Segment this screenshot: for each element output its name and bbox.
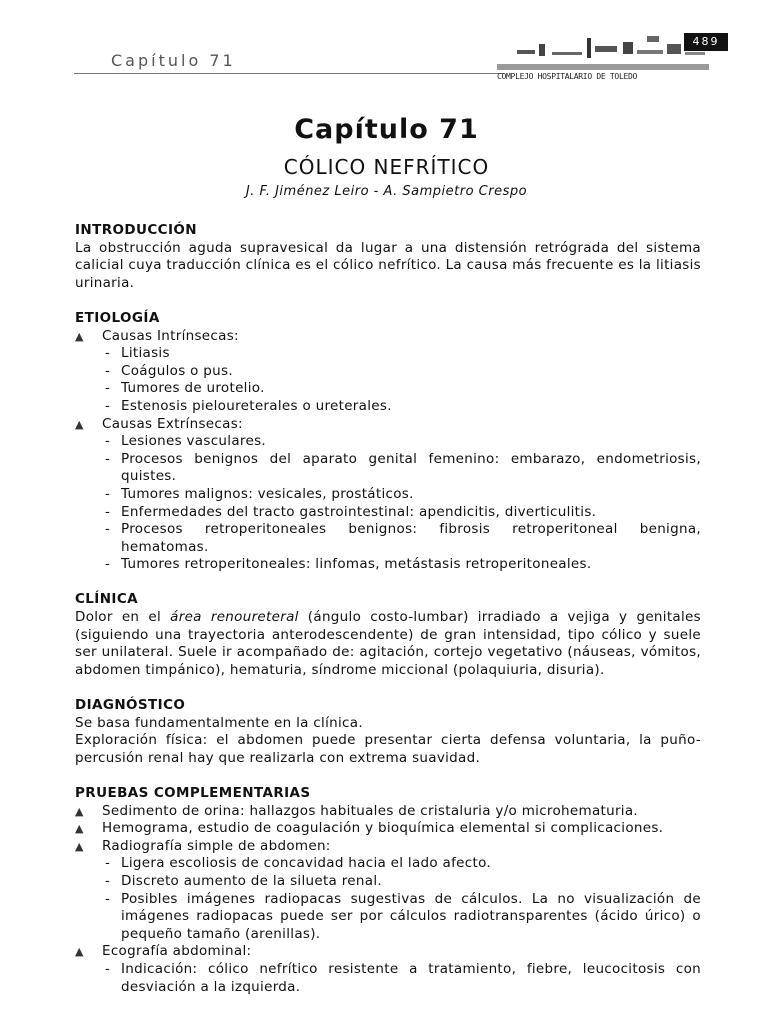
paragraph xyxy=(75,609,701,679)
sub-list-item-text: Lesiones vasculares. xyxy=(121,433,267,450)
hospital-logo xyxy=(497,32,709,92)
triangle-bullet-icon: ▲ xyxy=(75,822,84,836)
sub-list-item-text: Indicación: cólico nefrítico resistente a tratamiento, fiebre, leucocitosis con desviación a la izquierda. xyxy=(121,960,701,995)
sub-list-item: - Lesiones vasculares. xyxy=(75,433,701,451)
section-clinica xyxy=(75,591,701,679)
list-item xyxy=(75,838,701,856)
list-item-label: Causas Extrínsecas: xyxy=(102,415,243,432)
section-pruebas xyxy=(75,785,701,996)
sub-list-item-text: Procesos benignos del aparato genital femenino: embarazo, endometriosis, quistes. xyxy=(121,450,701,485)
section-heading: PRUEBAS COMPLEMENTARIAS xyxy=(75,785,311,801)
sub-list-item-text: Discreto aumento de la silueta renal. xyxy=(121,872,382,889)
sub-list-item: - Litiasis xyxy=(75,345,701,363)
sub-list-item-text: Posibles imágenes radiopacas sugestivas de cálculos. La no visualización de imágenes radiopacas puede ser por cálculos radiotransparentes (ácido úrico) o pequeño tamaño (arenillas). xyxy=(121,890,701,942)
section-heading: ETIOLOGÍA xyxy=(75,309,160,326)
triangle-bullet-icon: ▲ xyxy=(75,329,84,343)
sub-list-item-text: Estenosis pieloureterales o ureterales. xyxy=(121,397,392,414)
sub-list-item: - Estenosis pieloureterales o ureterales. xyxy=(75,398,701,416)
paragraph-italic-term: área renoureteral xyxy=(170,609,299,626)
chapter-title: Capítulo 71 xyxy=(294,114,479,145)
paragraph-text: (ángulo costo-lumbar) irradiado a vejiga y genitales (siguiendo una trayectoria anterodescendente) de gran intensidad, tipo cólico y suele ser unilateral. Suele ir acompañado de: agitación, cortejo vegetativo (náuseas, vómitos, abdomen timpánico), hematuria, síndrome miccional (polaquiuria, disuria). xyxy=(75,609,701,678)
page-number: 489 xyxy=(684,33,728,51)
section-heading: CLÍNICA xyxy=(75,591,139,608)
list-item xyxy=(75,803,701,821)
list-item-label: Hemograma, estudio de coagulación y bioquímica elemental si complicaciones. xyxy=(102,820,664,837)
section-heading: DIAGNÓSTICO xyxy=(75,697,186,714)
sub-list-item-text: Litiasis xyxy=(121,345,170,362)
section-introduccion xyxy=(75,222,701,292)
triangle-bullet-icon: ▲ xyxy=(75,417,84,431)
section-heading: INTRODUCCIÓN xyxy=(75,222,197,238)
title-block xyxy=(0,112,768,199)
triangle-bullet-icon: ▲ xyxy=(75,804,84,818)
logo-graphic xyxy=(497,32,709,72)
sub-list-item-text: Ligera escoliosis de concavidad hacia el lado afecto. xyxy=(121,855,492,872)
running-header-chapter: Capítulo 71 xyxy=(111,51,236,70)
sub-list-item: - Tumores de urotelio. xyxy=(75,380,701,398)
sub-list-item-text: Coágulos o pus. xyxy=(121,362,233,379)
sub-list-item-text: Tumores malignos: vesicales, prostáticos. xyxy=(121,485,414,502)
sub-list-item: - Discreto aumento de la silueta renal. xyxy=(75,873,701,891)
sub-list-item: - Enfermedades del tracto gastrointestinal: apendicitis, diverticulitis. xyxy=(75,504,701,522)
paragraph: Exploración física: el abdomen puede presentar cierta defensa voluntaria, la puño-percusión renal hay que realizarla con extrema suavidad. xyxy=(75,732,701,766)
sub-list-item: - Indicación: cólico nefrítico resistente a tratamiento, fiebre, leucocitosis con desviación a la izquierda. xyxy=(105,960,701,995)
triangle-bullet-icon: ▲ xyxy=(75,945,84,959)
list-item xyxy=(75,943,701,961)
sub-list-item-text: Enfermedades del tracto gastrointestinal: apendicitis, diverticulitis. xyxy=(121,503,597,520)
sub-list-item-text: Procesos retroperitoneales benignos: fibrosis retroperitoneal benigna, hematomas. xyxy=(121,521,701,555)
section-etiologia xyxy=(75,310,701,574)
list-item xyxy=(75,328,701,346)
sub-list-item: - Ligera escoliosis de concavidad hacia el lado afecto. xyxy=(75,855,701,873)
header-rule xyxy=(74,73,504,74)
paragraph-text: Dolor en el xyxy=(75,609,171,626)
triangle-bullet-icon: ▲ xyxy=(75,839,84,853)
sub-list-item-text: Tumores de urotelio. xyxy=(121,380,265,397)
main-content xyxy=(75,222,701,1014)
logo-text: COMPLEJO HOSPITALARIO DE TOLEDO xyxy=(497,72,638,81)
list-item-label: Radiografía simple de abdomen: xyxy=(102,837,331,854)
section-diagnostico xyxy=(75,697,701,767)
authors: J. F. Jiménez Leiro - A. Sampietro Crespo xyxy=(245,184,528,199)
list-item-label: Ecografía abdominal: xyxy=(102,943,252,960)
sub-list-item: - Posibles imágenes radiopacas sugestivas de cálculos. La no visualización de imágenes radiopacas puede ser por cálculos radiotransparentes (ácido úrico) o pequeño tamaño (arenillas). xyxy=(105,890,701,942)
sub-list-item: - Tumores malignos: vesicales, prostáticos. xyxy=(75,486,701,504)
paragraph: Se basa fundamentalmente en la clínica. xyxy=(75,714,363,731)
sub-list-item: - Coágulos o pus. xyxy=(75,363,701,381)
list-item-label: Sedimento de orina: hallazgos habituales de cristaluria y/o microhematuria. xyxy=(102,802,639,819)
paragraph: La obstrucción aguda supravesical da lugar a una distensión retrógrada del sistema calicial cuya traducción clínica es el cólico nefrítico. La causa más frecuente es la litiasis urinaria. xyxy=(75,239,702,291)
list-item-label: Causas Intrínsecas: xyxy=(102,327,239,344)
sub-list-item: - Procesos retroperitoneales benignos: fibrosis retroperitoneal benigna, hematomas. xyxy=(105,521,701,555)
sub-list-item: - Tumores retroperitoneales: linfomas, metástasis retroperitoneales. xyxy=(75,556,701,574)
sub-list-item-text: Tumores retroperitoneales: linfomas, metástasis retroperitoneales. xyxy=(121,556,592,573)
list-item xyxy=(75,820,701,838)
sub-list-item: - Procesos benignos del aparato genital femenino: embarazo, endometriosis, quistes. xyxy=(105,450,701,485)
list-item xyxy=(75,416,701,434)
chapter-subtitle: CÓLICO NEFRÍTICO xyxy=(283,155,490,179)
